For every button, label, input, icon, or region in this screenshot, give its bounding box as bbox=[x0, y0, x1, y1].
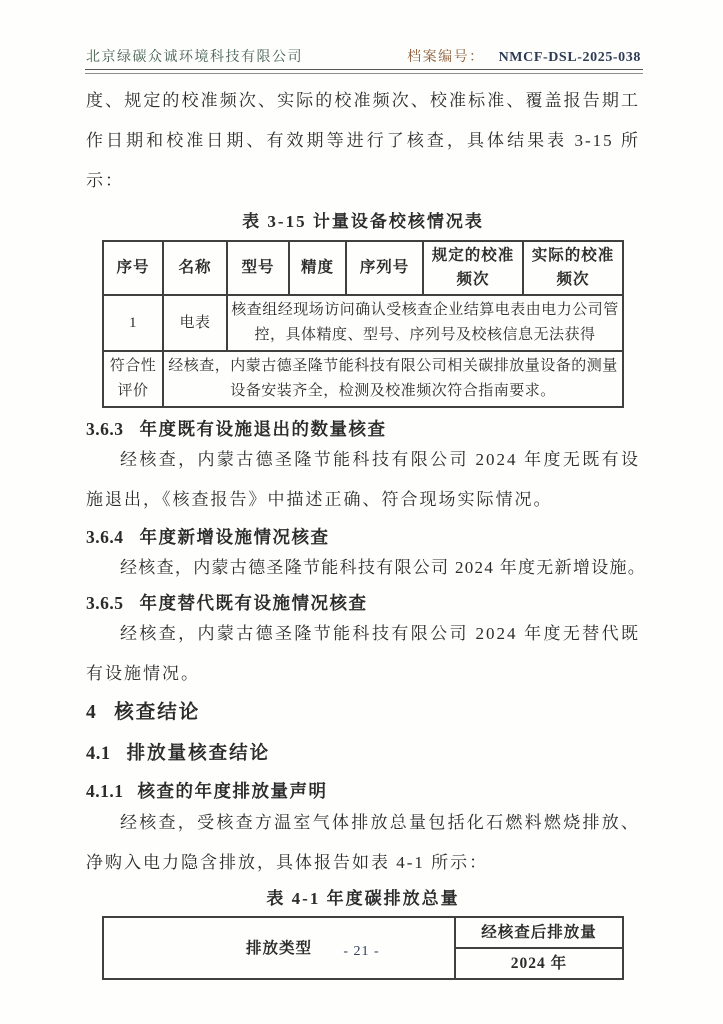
heading-4 bbox=[86, 700, 640, 726]
col-header-serial: 序列号 bbox=[346, 241, 423, 295]
paragraph-3-6-3: 经核查，内蒙古德圣隆节能科技有限公司 2024 年度无既有设施退出，《核查报告》中描述正确、符合现场实际情况。 bbox=[86, 450, 640, 509]
heading-3-6-5 bbox=[86, 592, 640, 614]
cell-device-note: 核查组经现场访问确认受核查企业结算电表由电力公司管控，具体精度、型号、序列号及校核信息无法获得 bbox=[227, 295, 623, 351]
header-company-name: 北京绿碳众诚环境科技有限公司 bbox=[86, 50, 303, 65]
archive-number-label: 档案编号： bbox=[407, 50, 485, 65]
table-row bbox=[103, 351, 623, 407]
heading-3-6-3 bbox=[86, 418, 640, 440]
heading-title: 年度新增设施情况核查 bbox=[139, 527, 330, 547]
heading-4-1-1 bbox=[86, 780, 640, 803]
col-header-model: 型号 bbox=[227, 241, 289, 295]
col-header-name: 名称 bbox=[163, 241, 227, 295]
table-row bbox=[103, 241, 623, 295]
header-divider bbox=[85, 69, 643, 74]
table-4-1-title: 表 4-1 年度碳排放总量 bbox=[266, 889, 460, 908]
cell-year-2024: 2024 年 bbox=[455, 948, 623, 979]
cell-conformity-label: 符合性评价 bbox=[103, 351, 163, 407]
col-header-precision: 精度 bbox=[289, 241, 346, 295]
header-archive bbox=[407, 46, 641, 66]
archive-number-value: NMCF-DSL-2025-038 bbox=[498, 50, 641, 65]
cell-row-no: 1 bbox=[103, 295, 163, 351]
page-number: - 21 - bbox=[343, 944, 380, 959]
heading-title: 核查结论 bbox=[114, 702, 201, 723]
heading-4-1 bbox=[86, 742, 640, 766]
paragraph-calibration-continuation: 度、规定的校准频次、实际的校准频次、校准标准、覆盖报告期工作日期和校准日期、有效期等进行了核查，具体结果表 3-15 所示： bbox=[86, 91, 640, 190]
table-row bbox=[103, 295, 623, 351]
cell-verified-emission-label: 经核查后排放量 bbox=[455, 917, 623, 948]
cell-conformity-note: 经核查，内蒙古德圣隆节能科技有限公司相关碳排放量设备的测量设备安装齐全，检测及校准频次符合指南要求。 bbox=[163, 351, 623, 407]
heading-number: 3.6.4 bbox=[86, 527, 124, 547]
col-header-required-freq: 规定的校准频次 bbox=[423, 241, 523, 295]
heading-title: 年度替代既有设施情况核查 bbox=[139, 593, 368, 613]
page-content bbox=[86, 81, 647, 980]
paragraph-3-6-5: 经核查，内蒙古德圣隆节能科技有限公司 2024 年度无替代既有设施情况。 bbox=[86, 624, 640, 683]
col-header-no: 序号 bbox=[103, 241, 163, 295]
heading-number: 4.1 bbox=[86, 744, 111, 764]
heading-number: 3.6.3 bbox=[86, 419, 124, 439]
heading-3-6-4 bbox=[86, 526, 640, 548]
heading-title: 排放量核查结论 bbox=[126, 744, 271, 764]
heading-title: 年度既有设施退出的数量核查 bbox=[139, 419, 387, 439]
heading-title: 核查的年度排放量声明 bbox=[137, 781, 328, 801]
col-header-actual-freq: 实际的校准频次 bbox=[523, 241, 623, 295]
heading-number: 4 bbox=[86, 702, 97, 723]
table-3-15-title: 表 3-15 计量设备校核情况表 bbox=[242, 212, 484, 231]
heading-number: 4.1.1 bbox=[86, 781, 124, 801]
table-3-15 bbox=[102, 240, 624, 408]
cell-emission-type: 排放类型 bbox=[103, 917, 455, 979]
cell-device-name: 电表 bbox=[163, 295, 227, 351]
heading-number: 3.6.5 bbox=[86, 593, 124, 613]
page-header bbox=[86, 46, 641, 66]
paragraph-3-6-4: 经核查，内蒙古德圣隆节能科技有限公司 2024 年度无新增设施。 bbox=[120, 558, 647, 577]
paragraph-4-1-1: 经核查，受核查方温室气体排放总量包括化石燃料燃烧排放、净购入电力隐含排放，具体报告如表 4-1 所示： bbox=[86, 813, 640, 872]
